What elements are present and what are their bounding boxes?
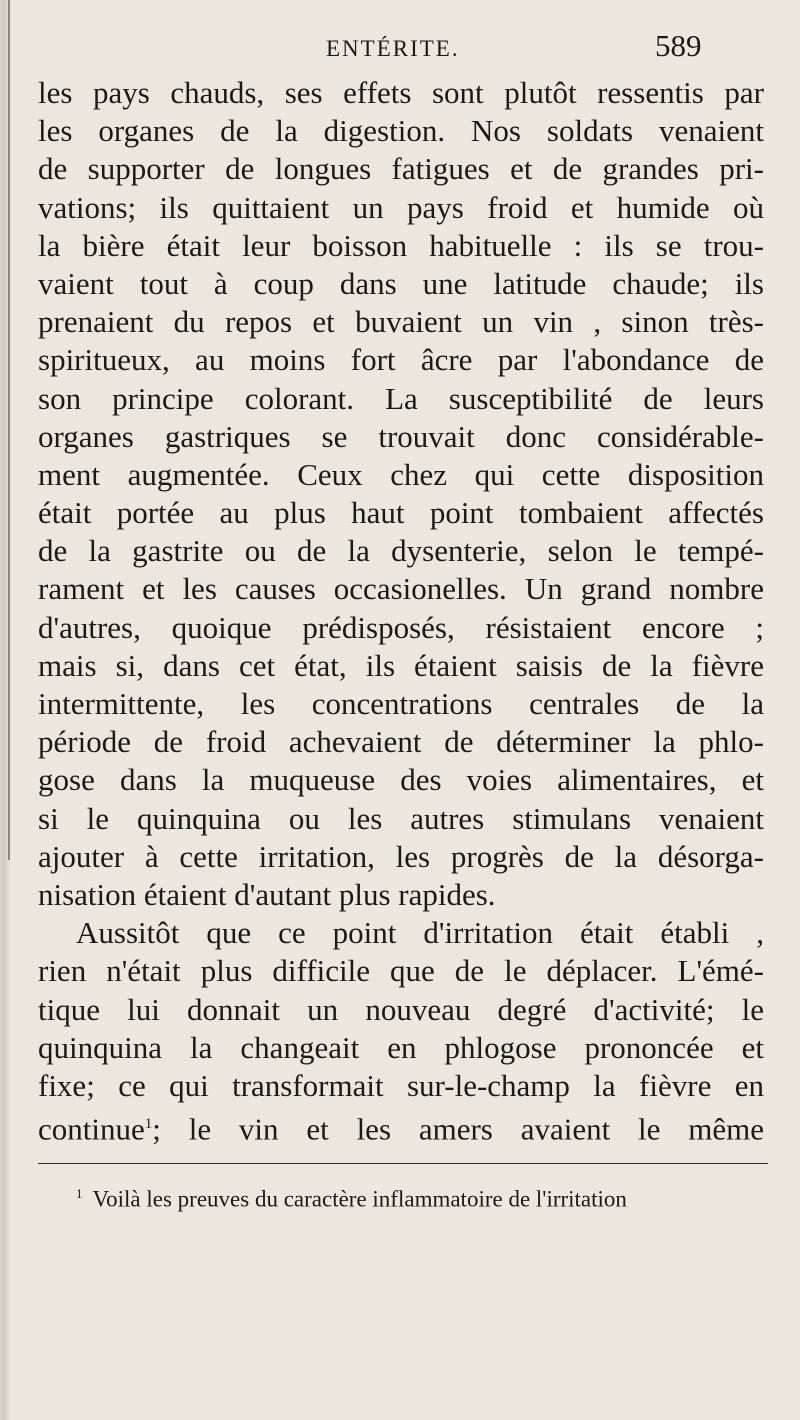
text-line: ajouter à cette irritation, les progrès de la désorga- xyxy=(38,838,764,874)
binding-shadow-line xyxy=(8,0,10,860)
text-line: les pays chauds, ses effets sont plutôt ressentis par xyxy=(38,75,764,110)
text-line: quinquina la changeait en phlogose prononcée et xyxy=(38,1029,764,1065)
body-text xyxy=(38,74,764,1147)
text-line: gose dans la muqueuse des voies alimentaires, et xyxy=(38,762,764,798)
running-head-title: ENTÉRITE. xyxy=(326,36,460,61)
text-line: mais si, dans cet état, ils étaient saisis de la fièvre xyxy=(38,647,764,683)
paragraph-start-line: Aussitôt que ce point d'irritation était établi , xyxy=(76,915,764,951)
text-line: fixe; ce qui transformait sur-le-champ la fièvre en xyxy=(38,1067,764,1103)
page-number: 589 xyxy=(655,28,702,63)
text-line: tique lui donnait un nouveau degré d'activité; le xyxy=(38,991,764,1027)
text-line: vations; ils quittaient un pays froid et humide où xyxy=(38,189,764,225)
text-line: rien n'était plus difficile que de le déplacer. L'émé- xyxy=(38,953,764,989)
paragraph-end-line: nisation étaient d'autant plus rapides. xyxy=(38,876,496,912)
text-line-with-note xyxy=(38,1105,764,1147)
text-line: de la gastrite ou de la dysenterie, selon le tempé- xyxy=(38,533,764,569)
footnote-marker: 1 xyxy=(76,1186,83,1202)
text-line: était portée au plus haut point tombaient affectés xyxy=(38,495,764,531)
footnote-separator-rule xyxy=(38,1163,768,1164)
footnote-reference: 1 xyxy=(144,1116,153,1133)
footnote xyxy=(38,1180,764,1214)
text-line: d'autres, quoique prédisposés, résistaient encore ; xyxy=(38,609,764,645)
text-line: son principe colorant. La susceptibilité de leurs xyxy=(38,380,764,416)
text-line: les organes de la digestion. Nos soldats venaient xyxy=(38,113,764,149)
text-line: spiritueux, au moins fort âcre par l'abondance de xyxy=(38,342,764,378)
text-line: si le quinquina ou les autres stimulans venaient xyxy=(38,800,764,836)
book-page xyxy=(38,14,764,1214)
text-fragment: ; le vin et les amers avaient le même xyxy=(152,1111,764,1147)
text-fragment: continue xyxy=(38,1111,145,1147)
running-head xyxy=(38,14,764,74)
footnote-text: Voilà les preuves du caractère inflammatoire de l'irritation xyxy=(92,1186,627,1212)
text-line: prenaient du repos et buvaient un vin , sinon très- xyxy=(38,304,764,340)
text-line: intermittente, les concentrations centrales de la xyxy=(38,686,764,721)
text-line: organes gastriques se trouvait donc considérable- xyxy=(38,418,764,454)
text-line: rament et les causes occasionelles. Un grand nombre xyxy=(38,571,764,607)
text-line: de supporter de longues fatigues et de grandes pri- xyxy=(38,151,764,187)
text-line: période de froid achevaient de déterminer la phlo- xyxy=(38,724,764,760)
text-line: vaient tout à coup dans une latitude chaude; ils xyxy=(38,265,764,301)
text-line: ment augmentée. Ceux chez qui cette disposition xyxy=(38,456,764,492)
text-line: la bière était leur boisson habituelle : ils se trou- xyxy=(38,227,764,263)
